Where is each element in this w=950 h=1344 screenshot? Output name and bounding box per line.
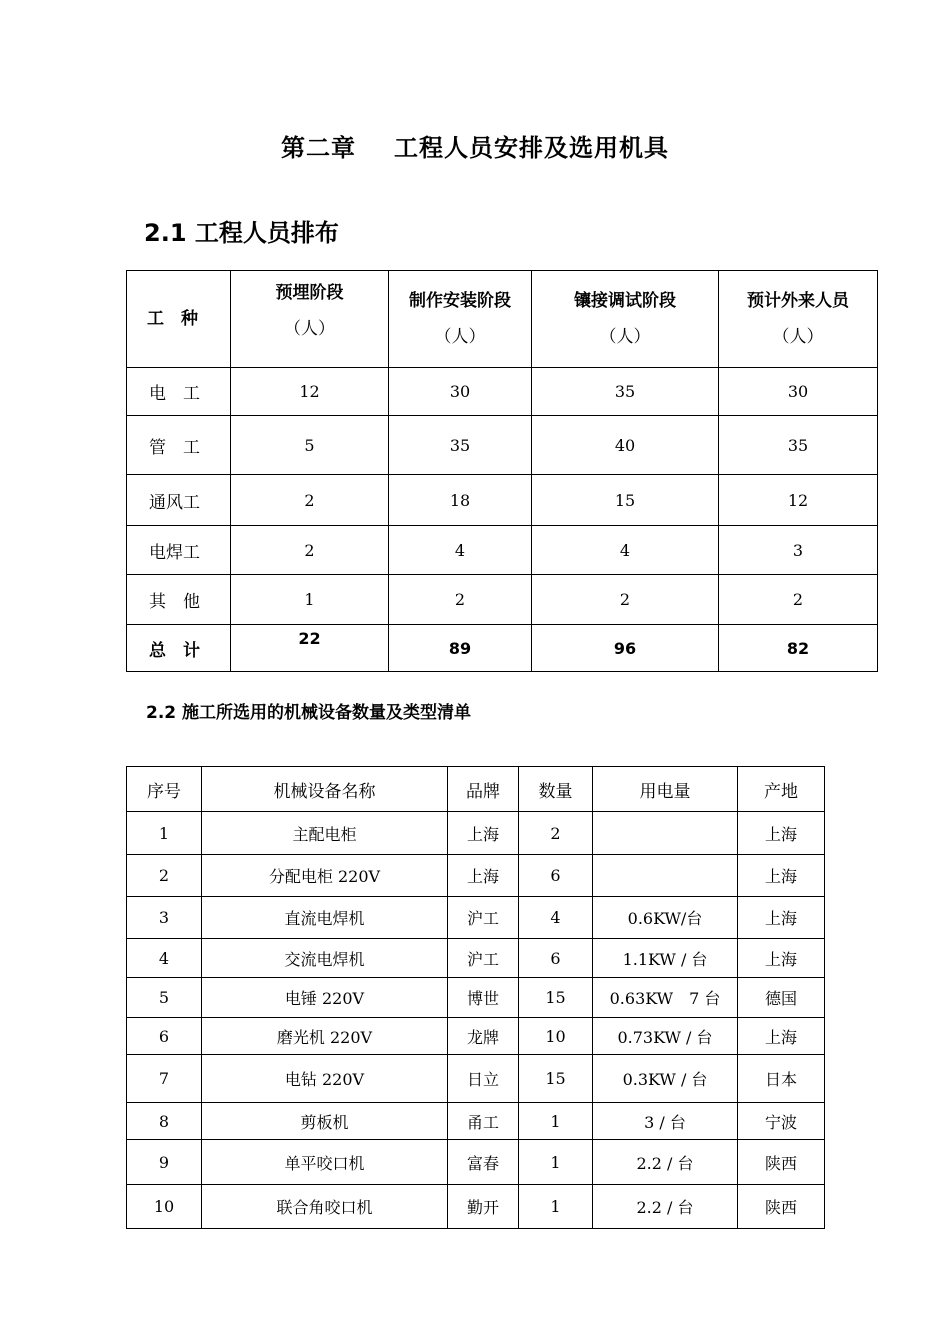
origin-cell: 陕西 <box>738 1185 825 1229</box>
trade-cell: 电 工 <box>127 368 231 416</box>
trade-cell: 管 工 <box>127 416 231 475</box>
header-qty: 数量 <box>519 767 593 812</box>
name-cell: 交流电焊机 <box>202 939 448 978</box>
total-value: 96 <box>532 625 719 672</box>
qty-cell: 2 <box>519 812 593 855</box>
qty-cell: 15 <box>519 978 593 1018</box>
no-cell: 3 <box>127 897 202 939</box>
origin-cell: 德国 <box>738 978 825 1018</box>
header-external-staff <box>719 271 878 368</box>
value-cell: 2 <box>231 526 389 575</box>
value-cell: 35 <box>389 416 532 475</box>
table-row <box>127 978 825 1018</box>
name-cell: 磨光机 220V <box>202 1018 448 1055</box>
power-cell <box>593 855 738 897</box>
origin-cell: 日本 <box>738 1055 825 1103</box>
no-cell: 2 <box>127 855 202 897</box>
power-cell: 1.1KW / 台 <box>593 939 738 978</box>
header-external-staff-name: 预计外来人员 <box>747 291 849 311</box>
power-cell: 0.3KW / 台 <box>593 1055 738 1103</box>
power-cell: 0.63KW 7 台 <box>593 978 738 1018</box>
name-cell: 剪板机 <box>202 1103 448 1140</box>
brand-cell: 沪工 <box>448 939 519 978</box>
brand-cell: 博世 <box>448 978 519 1018</box>
value-cell: 4 <box>389 526 532 575</box>
value-cell: 30 <box>389 368 532 416</box>
brand-cell: 上海 <box>448 812 519 855</box>
table-row <box>127 526 878 575</box>
total-value: 89 <box>389 625 532 672</box>
value-cell: 1 <box>231 575 389 625</box>
value-cell: 2 <box>719 575 878 625</box>
staffing-table <box>126 270 878 672</box>
no-cell: 10 <box>127 1185 202 1229</box>
qty-cell: 15 <box>519 1055 593 1103</box>
brand-cell: 沪工 <box>448 897 519 939</box>
staffing-header-row <box>127 271 878 368</box>
value-cell: 2 <box>532 575 719 625</box>
table-row <box>127 897 825 939</box>
value-cell: 4 <box>532 526 719 575</box>
header-stage-embedding-unit: （人） <box>284 319 335 339</box>
value-cell: 15 <box>532 475 719 526</box>
total-label: 总 计 <box>127 625 231 672</box>
trade-cell: 其 他 <box>127 575 231 625</box>
origin-cell: 宁波 <box>738 1103 825 1140</box>
power-cell: 2.2 / 台 <box>593 1185 738 1229</box>
header-stage-installation-unit: （人） <box>434 327 486 347</box>
equipment-header-row <box>127 767 825 812</box>
brand-cell: 勤开 <box>448 1185 519 1229</box>
no-cell: 9 <box>127 1140 202 1185</box>
header-stage-commissioning-name: 镶接调试阶段 <box>574 291 676 311</box>
header-brand: 品牌 <box>448 767 519 812</box>
value-cell: 12 <box>719 475 878 526</box>
table-row <box>127 416 878 475</box>
value-cell: 12 <box>231 368 389 416</box>
name-cell: 单平咬口机 <box>202 1140 448 1185</box>
value-cell: 35 <box>532 368 719 416</box>
header-stage-embedding-name: 预埋阶段 <box>275 283 344 303</box>
chapter-number: 第二章 <box>281 134 356 162</box>
header-stage-commissioning-unit: （人） <box>599 327 651 347</box>
table-row <box>127 939 825 978</box>
table-row <box>127 1185 825 1229</box>
no-cell: 6 <box>127 1018 202 1055</box>
header-trade: 工 种 <box>127 271 231 368</box>
power-cell: 2.2 / 台 <box>593 1140 738 1185</box>
origin-cell: 陕西 <box>738 1140 825 1185</box>
chapter-title <box>0 128 950 163</box>
table-row <box>127 368 878 416</box>
no-cell: 8 <box>127 1103 202 1140</box>
name-cell: 主配电柜 <box>202 812 448 855</box>
name-cell: 直流电焊机 <box>202 897 448 939</box>
value-cell: 40 <box>532 416 719 475</box>
value-cell: 3 <box>719 526 878 575</box>
brand-cell: 甬工 <box>448 1103 519 1140</box>
table-row <box>127 855 825 897</box>
name-cell: 分配电柜 220V <box>202 855 448 897</box>
power-cell: 0.73KW / 台 <box>593 1018 738 1055</box>
qty-cell: 4 <box>519 897 593 939</box>
table-row <box>127 1055 825 1103</box>
header-stage-installation <box>389 271 532 368</box>
qty-cell: 10 <box>519 1018 593 1055</box>
total-row <box>127 625 878 672</box>
total-value: 82 <box>719 625 878 672</box>
brand-cell: 上海 <box>448 855 519 897</box>
no-cell: 7 <box>127 1055 202 1103</box>
total-value: 22 <box>231 625 389 672</box>
trade-cell: 电焊工 <box>127 526 231 575</box>
origin-cell: 上海 <box>738 812 825 855</box>
table-row <box>127 1018 825 1055</box>
value-cell: 35 <box>719 416 878 475</box>
table-row <box>127 1103 825 1140</box>
no-cell: 1 <box>127 812 202 855</box>
name-cell: 电锤 220V <box>202 978 448 1018</box>
table-row <box>127 812 825 855</box>
brand-cell: 龙牌 <box>448 1018 519 1055</box>
qty-cell: 1 <box>519 1140 593 1185</box>
power-cell: 3 / 台 <box>593 1103 738 1140</box>
value-cell: 2 <box>231 475 389 526</box>
value-cell: 18 <box>389 475 532 526</box>
header-origin: 产地 <box>738 767 825 812</box>
brand-cell: 日立 <box>448 1055 519 1103</box>
origin-cell: 上海 <box>738 1018 825 1055</box>
header-stage-commissioning <box>532 271 719 368</box>
value-cell: 2 <box>389 575 532 625</box>
qty-cell: 1 <box>519 1103 593 1140</box>
table-row <box>127 475 878 526</box>
equipment-table <box>126 766 825 1229</box>
table-row <box>127 1140 825 1185</box>
header-power: 用电量 <box>593 767 738 812</box>
section-title-equipment: 2.2 施工所选用的机械设备数量及类型清单 <box>146 703 472 723</box>
no-cell: 4 <box>127 939 202 978</box>
no-cell: 5 <box>127 978 202 1018</box>
header-stage-installation-name: 制作安装阶段 <box>409 291 511 311</box>
chapter-name: 工程人员安排及选用机具 <box>394 134 669 162</box>
origin-cell: 上海 <box>738 897 825 939</box>
origin-cell: 上海 <box>738 855 825 897</box>
brand-cell: 富春 <box>448 1140 519 1185</box>
origin-cell: 上海 <box>738 939 825 978</box>
power-cell: 0.6KW/台 <box>593 897 738 939</box>
qty-cell: 1 <box>519 1185 593 1229</box>
header-stage-embedding <box>231 271 389 368</box>
header-name: 机械设备名称 <box>202 767 448 812</box>
table-row <box>127 575 878 625</box>
name-cell: 电钻 220V <box>202 1055 448 1103</box>
header-external-staff-unit: （人） <box>772 327 824 347</box>
section-title-staffing: 2.1 工程人员排布 <box>144 219 339 247</box>
name-cell: 联合角咬口机 <box>202 1185 448 1229</box>
trade-cell: 通风工 <box>127 475 231 526</box>
value-cell: 30 <box>719 368 878 416</box>
power-cell <box>593 812 738 855</box>
value-cell: 5 <box>231 416 389 475</box>
qty-cell: 6 <box>519 939 593 978</box>
qty-cell: 6 <box>519 855 593 897</box>
header-no: 序号 <box>127 767 202 812</box>
